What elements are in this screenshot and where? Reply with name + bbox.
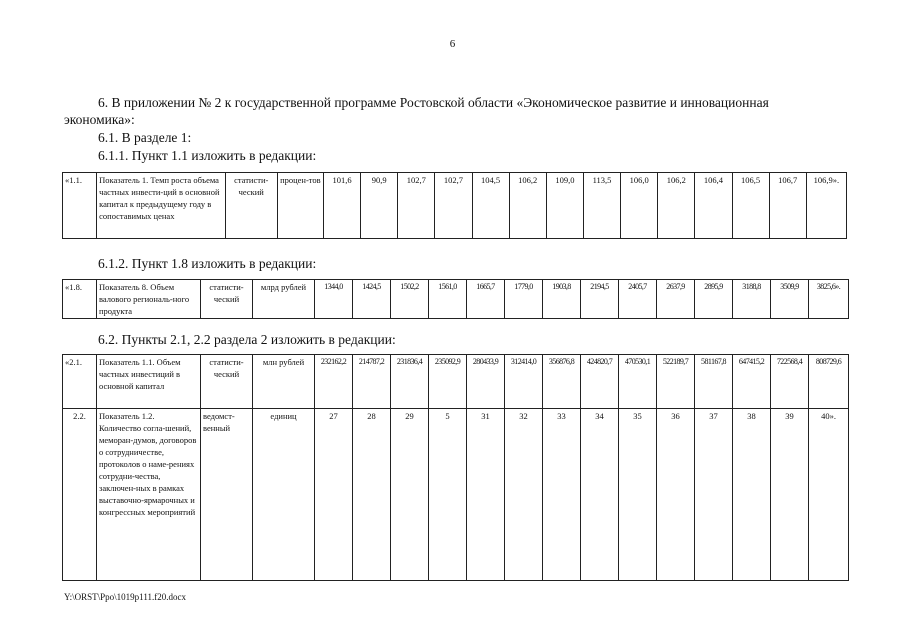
value-cell: 104,5 [472,173,509,239]
value-cell: 424820,7 [581,355,619,409]
value-cell: 40». [809,409,849,581]
row-number: «1.8. [63,280,97,319]
value-cell: 90,9 [361,173,398,239]
value-cell: 32 [505,409,543,581]
value-cell: 280433,9 [467,355,505,409]
value-cell: 28 [353,409,391,581]
indicator-name: Показатель 1.2. Количество согла-шений, меморан-думов, договоров о сотрудничестве, протоколов о наме-рениях сотрудни-чества, заключен-ных в рамках выставочно-ярмарочных и конгрессных мероприятий [97,409,201,581]
table-row [63,355,849,409]
value-cell: 37 [695,409,733,581]
indicator-type: статисти-ческий [225,173,277,239]
value-cell: 647415,2 [733,355,771,409]
paragraph-6-2: 6.2. Пункты 2.1, 2.2 раздела 2 изложить в редакции: [98,332,396,347]
value-cell: 214787,2 [353,355,391,409]
value-cell: 106,9». [806,173,846,239]
value-cell: 235092,9 [429,355,467,409]
value-cell: 2637,9 [657,280,695,319]
indicator-unit: млн рублей [253,355,315,409]
value-cell: 3825,6». [809,280,849,319]
table-item-1-8 [62,279,849,319]
page-number: 6 [449,38,456,50]
indicator-type: ведомст-венный [201,409,253,581]
table-row [63,409,849,581]
value-cell: 356876,8 [543,355,581,409]
table-row [63,280,849,319]
value-cell: 2194,5 [581,280,619,319]
value-cell: 2405,7 [619,280,657,319]
value-cell: 1344,0 [315,280,353,319]
value-cell: 102,7 [435,173,472,239]
value-cell: 5 [429,409,467,581]
value-cell: 113,5 [583,173,620,239]
value-cell: 106,0 [621,173,658,239]
value-cell: 808729,6 [809,355,849,409]
value-cell: 1424,5 [353,280,391,319]
value-cell: 39 [771,409,809,581]
paragraph-6-line2: экономика»: [64,112,135,127]
paragraph-6-1: 6.1. В разделе 1: [98,130,192,145]
value-cell: 102,7 [398,173,435,239]
value-cell: 470530,1 [619,355,657,409]
value-cell: 106,7 [769,173,806,239]
indicator-unit: млрд рублей [253,280,315,319]
paragraph-6-1-2: 6.1.2. Пункт 1.8 изложить в редакции: [98,256,317,271]
value-cell: 106,2 [509,173,546,239]
table-item-1-1 [62,172,847,239]
value-cell: 522189,7 [657,355,695,409]
value-cell: 1502,2 [391,280,429,319]
value-cell: 1903,8 [543,280,581,319]
value-cell: 3509,9 [771,280,809,319]
value-cell: 35 [619,409,657,581]
value-cell: 1561,0 [429,280,467,319]
value-cell: 1779,0 [505,280,543,319]
value-cell: 232162,2 [315,355,353,409]
paragraph-6-line1: 6. В приложении № 2 к государственной программе Ростовской области «Экономическое развитие и инновационная [98,95,769,110]
file-path-footer: Y:\ORST\Ppo\1019p111.f20.docx [64,592,187,602]
table-row [63,173,847,239]
value-cell: 36 [657,409,695,581]
value-cell: 722568,4 [771,355,809,409]
value-cell: 34 [581,409,619,581]
value-cell: 106,2 [658,173,695,239]
value-cell: 101,6 [323,173,360,239]
value-cell: 106,4 [695,173,732,239]
value-cell: 29 [391,409,429,581]
indicator-type: статисти-ческий [201,280,253,319]
value-cell: 27 [315,409,353,581]
indicator-name: Показатель 1.1. Объем частных инвестиций в основной капитал [97,355,201,409]
value-cell: 312414,0 [505,355,543,409]
indicator-type: статисти-ческий [201,355,253,409]
value-cell: 38 [733,409,771,581]
value-cell: 33 [543,409,581,581]
paragraph-6-1-1: 6.1.1. Пункт 1.1 изложить в редакции: [98,148,317,163]
value-cell: 2895,9 [695,280,733,319]
indicator-name: Показатель 8. Объем валового региональ-ного продукта [97,280,201,319]
indicator-name: Показатель 1. Темп роста объема частных инвести-ций в основной капитал к предыдущему году в сопоставимых ценах [97,173,225,239]
indicator-unit: процен-тов [277,173,323,239]
row-number: «1.1. [63,173,97,239]
value-cell: 1665,7 [467,280,505,319]
indicator-unit: единиц [253,409,315,581]
value-cell: 106,5 [732,173,769,239]
row-number: 2.2. [63,409,97,581]
value-cell: 231836,4 [391,355,429,409]
table-items-2-1-2-2 [62,354,849,581]
value-cell: 581167,8 [695,355,733,409]
value-cell: 31 [467,409,505,581]
row-number: «2.1. [63,355,97,409]
value-cell: 3188,8 [733,280,771,319]
value-cell: 109,0 [546,173,583,239]
